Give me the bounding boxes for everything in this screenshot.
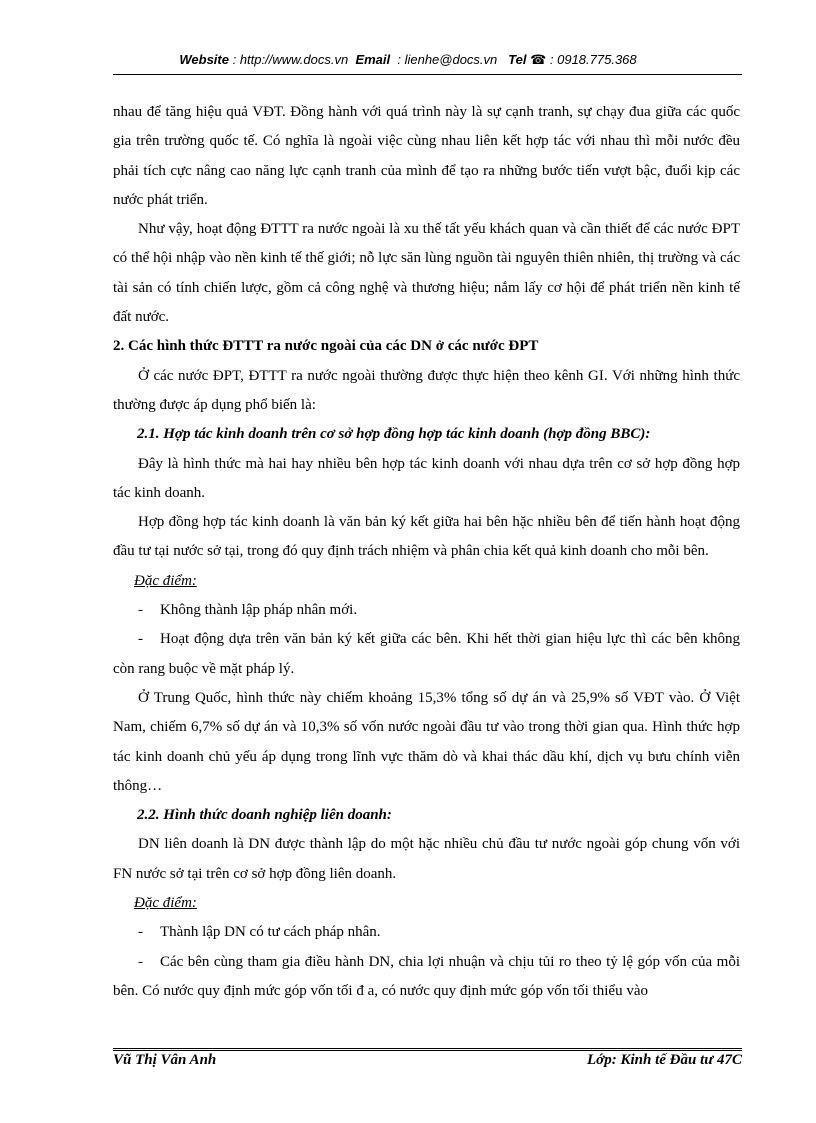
email-link[interactable]: lienhe@docs.vn: [404, 52, 498, 67]
website-label: Website: [179, 52, 229, 67]
subsection-heading: 2.1. Hợp tác kinh doanh trên cơ sở hợp đồng hợp tác kinh doanh (hợp đồng BBC):: [137, 426, 651, 443]
footer-divider: [113, 1048, 742, 1051]
paragraph: Ở các nước ĐPT, ĐTTT ra nước ngoài thường được thực hiện theo kênh GI. Với những hình thức thường được áp dụng phổ biến là:: [113, 367, 740, 413]
list-item: [113, 625, 740, 684]
bullet-dash: -: [138, 953, 143, 970]
website-link[interactable]: http://www.docs.vn: [239, 52, 349, 67]
list-item-text: Các bên cùng tham gia điều hành DN, chia lợi nhuận và chịu tủi ro theo tỷ lệ góp vốn của mỗi bên. Có nước quy định mức góp vốn tối đ a, có nước quy định mức góp vốn tối thiểu vào: [113, 953, 740, 999]
list-item-text: Không thành lập pháp nhân mới.: [160, 602, 358, 619]
paragraph: Hợp đồng hợp tác kinh doanh là văn bản ký kết giữa hai bên hặc nhiều bên để tiến hành hoạt động đầu tư tại nước sở tại, trong đó quy định trách nhiệm và phân chia kết quả kinh doanh cho mỗi bên.: [113, 514, 740, 560]
list-item: [113, 596, 740, 625]
bullet-dash: -: [138, 602, 143, 619]
phone-icon: ☎: [530, 52, 547, 67]
header-divider: [113, 74, 742, 75]
section-heading: 2. Các hình thức ĐTTT ra nước ngoài của các DN ở các nước ĐPT: [113, 338, 539, 355]
list-item-text: Hoạt động dựa trên văn bản ký kết giữa các bên. Khi hết thời gian hiệu lực thì các bên không còn rang buộc về mặt pháp lý.: [113, 631, 740, 677]
paragraph: Ở Trung Quốc, hình thức này chiếm khoảng 15,3% tổng số dự án và 25,9% số VĐT vào. Ở Việt Nam, chiếm 6,7% số dự án và 10,3% số vốn nước ngoài đầu tư vào trong thời gian qua. Hình thức hợp tác kinh doanh chủ yếu áp dụng trong lĩnh vực thăm dò và khai thác dầu khí, dịch vụ bưu chính viễn thông…: [113, 689, 740, 794]
paragraph: Như vậy, hoạt động ĐTTT ra nước ngoài là xu thế tất yếu khách quan và cần thiết để các nước ĐPT có thể hội nhập vào nền kinh tế thế giới; nỗ lực săn lùng nguồn tài nguyên thiên nhiên, thị trường và các tài sản có tính chiến lược, gồm cả công nghệ và thương hiệu; nắm lấy cơ hội để phát triển nền kinh tế đất nước.: [113, 221, 740, 326]
paragraph: Đây là hình thức mà hai hay nhiều bên hợp tác kinh doanh với nhau dựa trên cơ sở hợp đồng hợp tác kinh doanh.: [113, 455, 740, 501]
bullet-dash: -: [138, 924, 143, 941]
footer-author: Vũ Thị Vân Anh: [113, 1052, 217, 1068]
list-item: [113, 918, 740, 947]
features-label: Đặc điểm:: [134, 895, 197, 912]
tel-label: Tel: [508, 52, 527, 67]
document-body: [113, 98, 740, 1006]
tel-value: 0918.775.368: [557, 52, 637, 67]
subsection-heading: 2.2. Hình thức doanh nghiệp liên doanh:: [137, 807, 392, 824]
list-item: [113, 948, 740, 1007]
features-label: Đặc điểm:: [134, 572, 197, 589]
paragraph: nhau để tăng hiệu quả VĐT. Đồng hành với quá trình này là sự cạnh tranh, sự chạy đua giữa các quốc gia trên trường quốc tế. Có nghĩa là ngoài việc cùng nhau liên kết hợp tác với nhau thì mỗi nước đều phải tích cực nâng cao năng lực cạnh tranh của mình để tạo ra những bước tiến vượt bậc, đuổi kịp các nước phát triển.: [113, 104, 740, 208]
list-item-text: Thành lập DN có tư cách pháp nhân.: [160, 924, 381, 941]
paragraph: DN liên doanh là DN được thành lập do một hặc nhiều chủ đầu tư nước ngoài góp chung vốn với FN nước sở tại trên cơ sở hợp đồng liên doanh.: [113, 836, 740, 882]
page-header: Website : http://www.docs.vn Email : lienhe@docs.vn Tel ☎ : 0918.775.368: [179, 52, 637, 67]
email-label: Email: [355, 52, 391, 67]
footer-class: Lớp: Kinh tế Đầu tư 47C: [587, 1052, 742, 1068]
bullet-dash: -: [138, 631, 143, 648]
